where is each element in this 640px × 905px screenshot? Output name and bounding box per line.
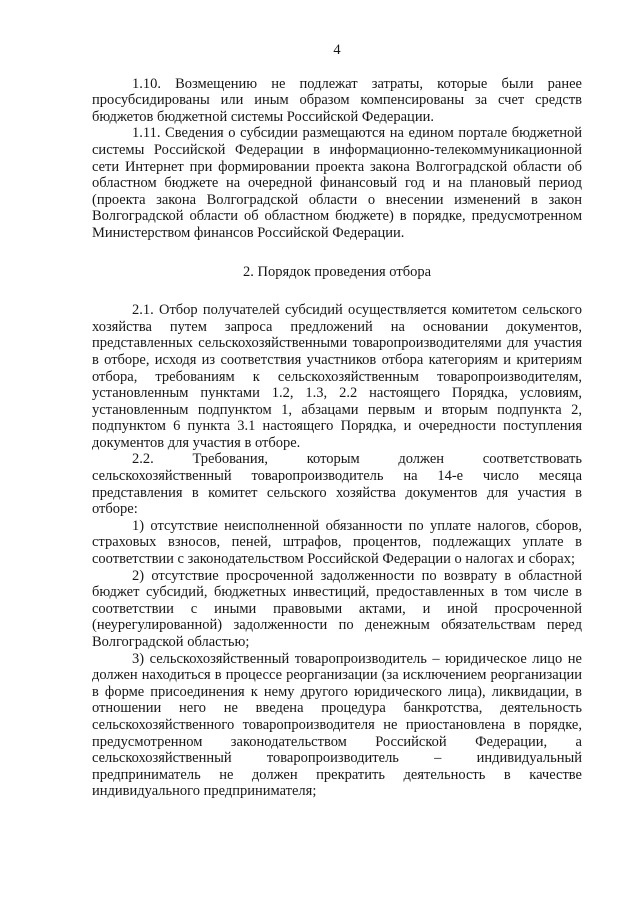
paragraph-2-1: 2.1. Отбор получателей субсидий осуществляется комитетом сельского хозяйства путем запроса предложений на основании документов, представленных сельскохозяйственными товаропроизводителями для участия в отборе, исходя из соответствия участников отбора категориям и критериям отбора, требованиям к сельскохозяйственным товаропроизводителям, установленным пунктами 1.2, 1.3, 2.2 настоящего Порядка, условиям, установленным подпунктом 1, абзацами первым и вторым подпункта 2, подпунктом 6 пункта 3.1 настоящего Порядка, и очередности поступления документов для участия в отборе. bbox=[92, 302, 582, 451]
section-heading: 2. Порядок проведения отбора bbox=[242, 263, 432, 280]
paragraph-1-10: 1.10. Возмещению не подлежат затраты, которые были ранее просубсидированы или иным образом компенсированы за счет средств бюджетов бюджетной системы Российской Федерации. bbox=[92, 75, 582, 125]
document-page bbox=[92, 42, 582, 800]
paragraph-2-2: 2.2. Требования, которым должен соответствовать сельскохозяйственный товаропроизводитель на 14-е число месяца представления в комитет сельского хозяйства документов для участия в отборе: bbox=[92, 451, 582, 518]
paragraph-1-11: 1.11. Сведения о субсидии размещаются на едином портале бюджетной системы Российской Федерации в информационно-телекоммуникационной сети Интернет при формировании проекта закона Волгоградской области об областном бюджете на очередной финансовый год и на плановый период (проекта закона Волгоградской области о внесении изменений в закон Волгоградской области об областном бюджете) в порядке, предусмотренном Министерством финансов Российской Федерации. bbox=[92, 125, 582, 241]
page-number: 4 bbox=[333, 42, 341, 58]
list-item-3: 3) сельскохозяйственный товаропроизводитель – юридическое лицо не должен находиться в процессе реорганизации (за исключением реорганизации в форме присоединения к нему другого юридического лица), ликвидации, в отношении него не введена процедура банкротства, деятельность сельскохозяйственного товаропроизводителя не приостановлена в порядке, предусмотренном законодательством Российской Федерации, а сельскохозяйственный товаропроизводитель – индивидуальный предприниматель не должен прекратить деятельность в качестве индивидуального предпринимателя; bbox=[92, 650, 582, 800]
list-item-2: 2) отсутствие просроченной задолженности по возврату в областной бюджет субсидий, бюджетных инвестиций, предоставленных в том числе в соответствии с иными правовыми актами, и иной просроченной (неурегулированной) задолженности по денежным обязательствам перед Волгоградской областью; bbox=[92, 567, 582, 650]
list-item-1: 1) отсутствие неисполненной обязанности по уплате налогов, сборов, страховых взносов, пеней, штрафов, процентов, подлежащих уплате в соответствии с законодательством Российской Федерации о налогах и сборах; bbox=[92, 517, 582, 568]
